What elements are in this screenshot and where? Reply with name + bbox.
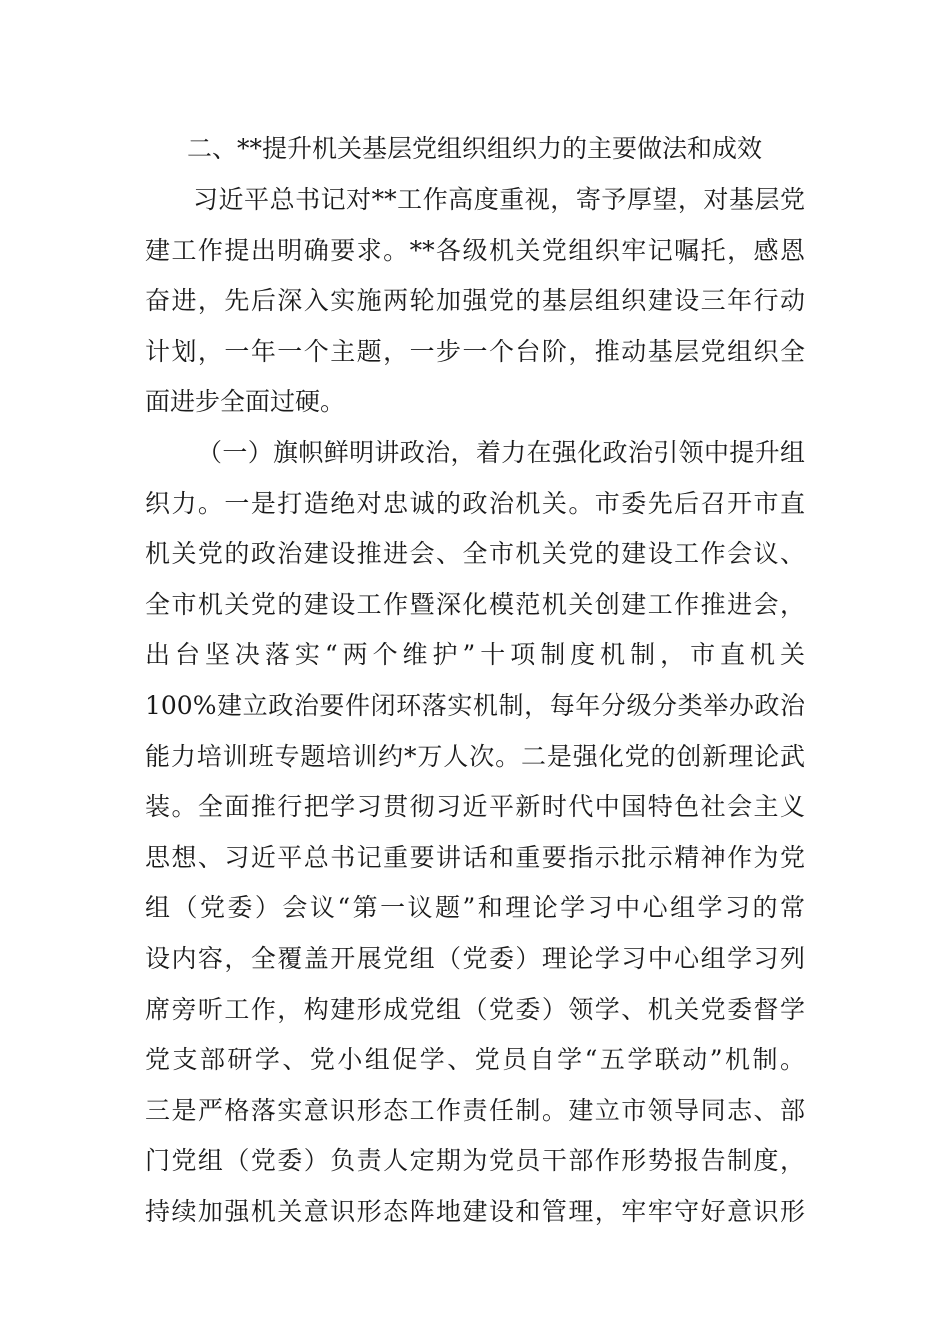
paragraph-line: 计划，一年一个主题，一步一个台阶，推动基层党组织全 (145, 336, 805, 366)
paragraph-line: 习近平总书记对**工作高度重视，寄予厚望，对基层党 (193, 185, 805, 214)
section-heading-block (145, 124, 805, 175)
paragraph-line: （一）旗帜鲜明讲政治，着力在强化政治引领中提升组 (197, 438, 805, 467)
section-heading: 二、**提升机关基层党组织组织力的主要做法和成效 (187, 134, 763, 163)
paragraph-line: 机关党的政治建设推进会、全市机关党的建设工作会议、 (145, 539, 805, 569)
paragraph-line: 装。全面推行把学习贯彻习近平新时代中国特色社会主义 (145, 792, 805, 822)
paragraph-line: 组（党委）会议“第一议题”和理论学习中心组学习的常 (145, 893, 805, 923)
paragraph-line: 席旁听工作，构建形成党组（党委）领学、机关党委督学 (145, 994, 805, 1024)
paragraph-line: 100%建立政治要件闭环落实机制，每年分级分类举办政治 (145, 690, 805, 720)
paragraph-line: 设内容，全覆盖开展党组（党委）理论学习中心组学习列 (145, 943, 805, 973)
paragraph-line: 全市机关党的建设工作暨深化模范机关创建工作推进会， (145, 589, 805, 619)
paragraph-line: 门党组（党委）负责人定期为党员干部作形势报告制度， (145, 1146, 805, 1176)
paragraph-politics (145, 428, 805, 1238)
paragraph-line: 建工作提出明确要求。**各级机关党组织牢记嘱托，感恩 (145, 235, 805, 265)
paragraph-line: 党支部研学、党小组促学、党员自学“五学联动”机制。 (145, 1045, 805, 1075)
paragraph-line: 思想、习近平总书记重要讲话和重要指示批示精神作为党 (145, 842, 805, 872)
paragraph-line: 出台坚决落实“两个维护”十项制度机制，市直机关 (145, 640, 805, 670)
paragraph-line: 持续加强机关意识形态阵地建设和管理，牢牢守好意识形 (145, 1196, 805, 1226)
paragraph-line: 奋进，先后深入实施两轮加强党的基层组织建设三年行动 (145, 286, 805, 316)
paragraph-line: 织力。一是打造绝对忠诚的政治机关。市委先后召开市直 (145, 488, 805, 518)
paragraph-intro (145, 175, 805, 428)
paragraph-line: 能力培训班专题培训约*万人次。二是强化党的创新理论武 (145, 741, 805, 771)
paragraph-line: 三是严格落实意识形态工作责任制。建立市领导同志、部 (145, 1095, 805, 1125)
paragraph-line: 面进步全面过硬。 (145, 387, 346, 417)
